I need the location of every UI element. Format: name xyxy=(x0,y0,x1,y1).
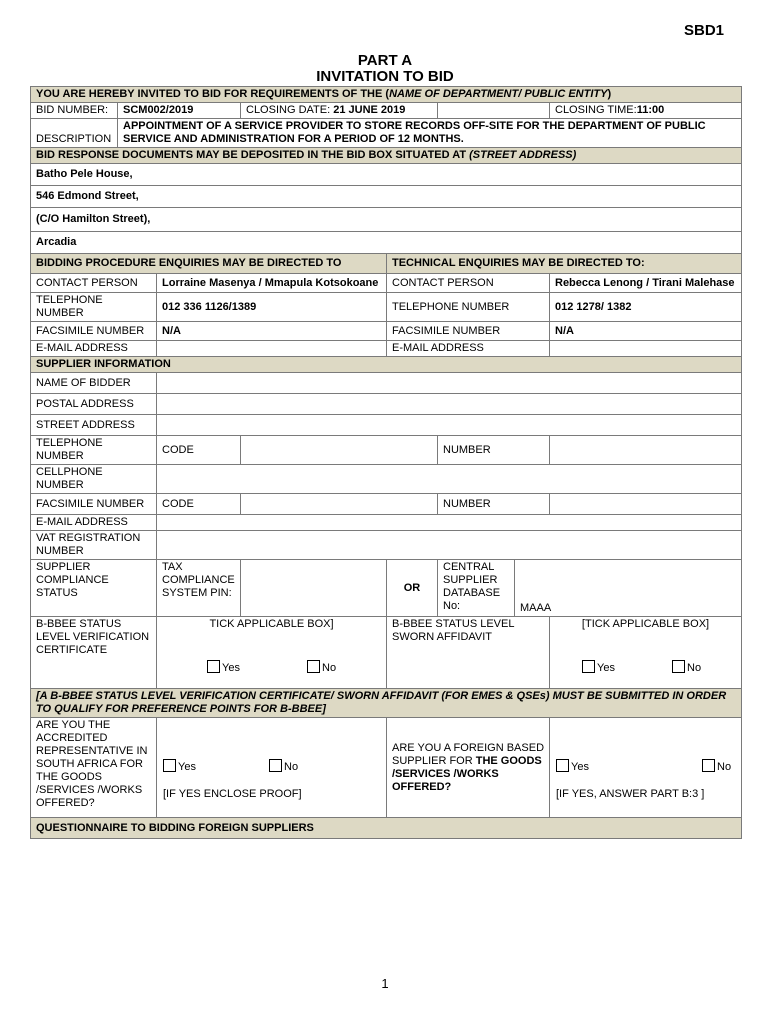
bid-form-table xyxy=(30,86,742,839)
bbbee-verification-label: B-BBEE STATUS LEVEL VERIFICATION CERTIFICATE xyxy=(31,617,157,689)
telephone-label: TELEPHONE NUMBER xyxy=(31,436,157,465)
postal-address-field[interactable] xyxy=(157,394,742,415)
deposit-address-line: (C/O Hamilton Street), xyxy=(31,208,742,232)
technical-fax-value: N/A xyxy=(550,322,742,341)
bidding-email-field[interactable] xyxy=(157,341,387,357)
checkbox-icon[interactable] xyxy=(269,759,282,772)
bbbee-affidavit-yes[interactable]: Yes xyxy=(582,660,615,675)
cellphone-label: CELLPHONE NUMBER xyxy=(31,465,157,494)
checkbox-icon[interactable] xyxy=(163,759,176,772)
fax-code-field[interactable] xyxy=(241,494,438,515)
deposit-address-line: Arcadia xyxy=(31,232,742,254)
technical-telephone-value: 012 1278/ 1382 xyxy=(550,293,742,322)
foreign-supplier-options xyxy=(550,718,742,818)
accredited-yes[interactable]: Yes xyxy=(163,759,196,774)
bbbee-affidavit-options xyxy=(550,617,742,689)
technical-telephone-label: TELEPHONE NUMBER xyxy=(387,293,550,322)
street-address-label: STREET ADDRESS xyxy=(31,415,157,436)
questionnaire-header: QUESTIONNAIRE TO BIDDING FOREIGN SUPPLIERS xyxy=(31,818,742,839)
bidder-name-label: NAME OF BIDDER xyxy=(31,373,157,394)
telephone-code-label: CODE xyxy=(157,436,241,465)
technical-fax-label: FACSIMILE NUMBER xyxy=(387,322,550,341)
street-address-field[interactable] xyxy=(157,415,742,436)
bidding-fax-value: N/A xyxy=(157,322,387,341)
fax-code-label: CODE xyxy=(157,494,241,515)
vat-registration-label: VAT REGISTRATION NUMBER xyxy=(31,531,157,560)
checkbox-icon[interactable] xyxy=(207,660,220,673)
bidding-email-label: E-MAIL ADDRESS xyxy=(31,341,157,357)
accredited-representative-label: ARE YOU THE ACCREDITED REPRESENTATIVE IN SOUTH AFRICA FOR THE GOODS /SERVICES /WORKS OFFERED? xyxy=(31,718,157,818)
compliance-status-label: SUPPLIER COMPLIANCE STATUS xyxy=(31,560,157,617)
bbbee-notice: [A B-BBEE STATUS LEVEL VERIFICATION CERTIFICATE/ SWORN AFFIDAVIT (FOR EMES & QSEs) MUST BE SUBMITTED IN ORDER TO QUALIFY FOR PREFERENCE POINTS FOR B-BBEE] xyxy=(31,689,742,718)
checkbox-icon[interactable] xyxy=(672,660,685,673)
bbbee-affidavit-label: B-BBEE STATUS LEVEL SWORN AFFIDAVIT xyxy=(387,617,550,689)
or-label: OR xyxy=(387,560,438,617)
part-title: PART A xyxy=(357,52,413,69)
csd-number-field[interactable] xyxy=(515,560,742,617)
tick-applicable-left: TICK APPLICABLE BOX] xyxy=(209,618,334,630)
postal-address-label: POSTAL ADDRESS xyxy=(31,394,157,415)
bidding-enquiries-header: BIDDING PROCEDURE ENQUIRIES MAY BE DIRECTED TO xyxy=(31,254,387,274)
page-number: 1 xyxy=(381,976,389,991)
description-label: DESCRIPTION xyxy=(31,119,118,148)
entity-hint: NAME OF DEPARTMENT/ PUBLIC ENTITY xyxy=(389,88,608,100)
page-title xyxy=(0,53,770,85)
supplier-email-label: E-MAIL ADDRESS xyxy=(31,515,157,531)
bbbee-affidavit-no[interactable]: No xyxy=(672,660,701,675)
answer-part-b3-note: [IF YES, ANSWER PART B:3 ] xyxy=(556,788,705,800)
checkbox-icon[interactable] xyxy=(702,759,715,772)
tick-applicable-right: [TICK APPLICABLE BOX] xyxy=(581,618,710,630)
checkbox-icon[interactable] xyxy=(582,660,595,673)
technical-enquiries-header: TECHNICAL ENQUIRIES MAY BE DIRECTED TO: xyxy=(387,254,742,274)
fax-number-label: NUMBER xyxy=(438,494,550,515)
supplier-email-field[interactable] xyxy=(157,515,742,531)
closing-time: CLOSING TIME:11:00 xyxy=(550,103,742,119)
deposit-address-line: Batho Pele House, xyxy=(31,164,742,186)
telephone-number-field[interactable] xyxy=(550,436,742,465)
bid-number-value: SCM002/2019 xyxy=(118,103,241,119)
bidder-name-field[interactable] xyxy=(157,373,742,394)
enclose-proof-note: [IF YES ENCLOSE PROOF] xyxy=(163,788,302,800)
tax-pin-label: TAX COMPLIANCE SYSTEM PIN: xyxy=(157,560,241,617)
cellphone-field[interactable] xyxy=(157,465,742,494)
accredited-representative-options xyxy=(157,718,387,818)
bidding-fax-label: FACSIMILE NUMBER xyxy=(31,322,157,341)
accredited-no[interactable]: No xyxy=(269,759,298,774)
bbbee-verification-yes[interactable]: Yes xyxy=(207,660,240,675)
fax-label: FACSIMILE NUMBER xyxy=(31,494,157,515)
deposit-address-line: 546 Edmond Street, xyxy=(31,186,742,208)
technical-contact-value: Rebecca Lenong / Tirani Malehase xyxy=(550,274,742,293)
bidding-telephone-label: TELEPHONE NUMBER xyxy=(31,293,157,322)
telephone-number-label: NUMBER xyxy=(438,436,550,465)
tax-pin-field[interactable] xyxy=(241,560,387,617)
invitation-header: YOU ARE HEREBY INVITED TO BID FOR REQUIREMENTS OF THE (NAME OF DEPARTMENT/ PUBLIC ENTITY) xyxy=(31,87,742,103)
bidding-contact-value: Lorraine Masenya / Mmapula Kotsokoane xyxy=(157,274,387,293)
description-value: APPOINTMENT OF A SERVICE PROVIDER TO STORE RECORDS OFF-SITE FOR THE DEPARTMENT OF PUBLIC SERVICE AND ADMINISTRATION FOR A PERIOD OF 12 MONTHS. xyxy=(118,119,742,148)
bid-number-label: BID NUMBER: xyxy=(31,103,118,119)
checkbox-icon[interactable] xyxy=(307,660,320,673)
bbbee-verification-no[interactable]: No xyxy=(307,660,336,675)
foreign-supplier-label: ARE YOU A FOREIGN BASED SUPPLIER FOR THE GOODS /SERVICES /WORKS OFFERED? xyxy=(387,718,550,818)
bbbee-verification-options xyxy=(157,617,387,689)
invitation-title: INVITATION TO BID xyxy=(316,68,454,85)
bidding-contact-label: CONTACT PERSON xyxy=(31,274,157,293)
deposit-header: BID RESPONSE DOCUMENTS MAY BE DEPOSITED IN THE BID BOX SITUATED AT (STREET ADDRESS) xyxy=(31,148,742,164)
closing-gap xyxy=(438,103,550,119)
foreign-no[interactable]: No xyxy=(702,759,731,774)
foreign-yes[interactable]: Yes xyxy=(556,759,589,774)
technical-email-label: E-MAIL ADDRESS xyxy=(387,341,550,357)
checkbox-icon[interactable] xyxy=(556,759,569,772)
form-code: SBD1 xyxy=(683,22,724,39)
supplier-info-header: SUPPLIER INFORMATION xyxy=(31,357,742,373)
csd-prefix: MAAA xyxy=(520,602,552,614)
technical-contact-label: CONTACT PERSON xyxy=(387,274,550,293)
closing-date: CLOSING DATE: 21 JUNE 2019 xyxy=(241,103,438,119)
csd-label: CENTRAL SUPPLIER DATABASE No: xyxy=(438,560,515,617)
fax-number-field[interactable] xyxy=(550,494,742,515)
vat-registration-field[interactable] xyxy=(157,531,742,560)
bidding-telephone-value: 012 336 1126/1389 xyxy=(157,293,387,322)
technical-email-field[interactable] xyxy=(550,341,742,357)
telephone-code-field[interactable] xyxy=(241,436,438,465)
